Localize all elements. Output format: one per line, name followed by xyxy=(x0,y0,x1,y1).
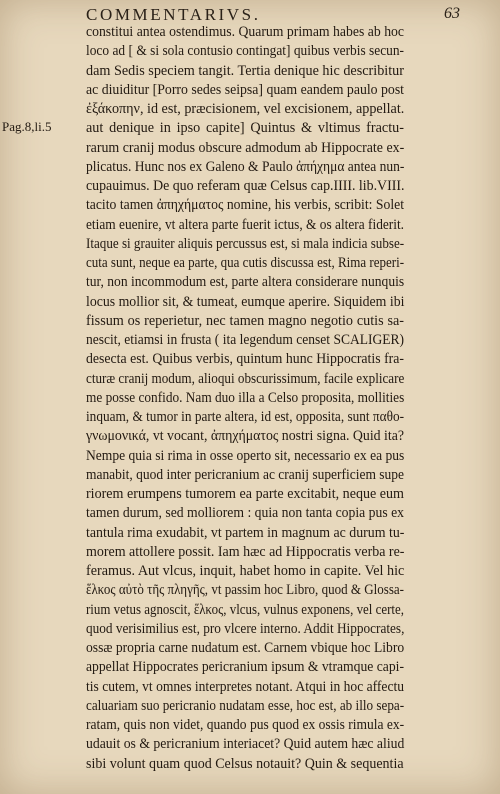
text-line: caluariam suo pericranio nudatam esse, hoc est, ab illo sepa- xyxy=(86,697,405,714)
text-line: tamen durum, sed molliorem : quia non tanta copia pus ex xyxy=(86,505,404,522)
text-line: tur, non incommodum est, parte altera considerare nunquis xyxy=(86,274,405,291)
text-line: cupauimus. De quo referam quæ Celsus cap.IIII. lib.VIII. xyxy=(86,178,405,194)
text-line: etiam euenire, vt altera parte fuerit ictus, & os altera fiderit. xyxy=(86,216,404,233)
text-line: udauit os & pericranium interiacet? Quid autem hæc aliud xyxy=(86,736,405,753)
text-line: cturæ cranij modum, alioqui obscurissimum, facile explicare xyxy=(86,370,405,387)
text-line: morem attollere possit. Iam hæc ad Hippocratis verba re- xyxy=(86,543,405,560)
text-line: riorem erumpens tumorem ea parte excitabit, neque eum xyxy=(86,486,404,502)
running-head: COMMENTARIVS. xyxy=(86,5,261,24)
text-line: inquam, & tumor in parte altera, id est, opposita, sunt παθο- xyxy=(86,409,404,425)
text-line: desecta est. Quibus verbis, quintum hunc Hippocratis fra- xyxy=(86,351,404,368)
text-line: ossæ propria carne nudatum est. Carnem vbique hoc Libro xyxy=(86,640,405,656)
text-line: quod verisimilius est, pro vlcere interno. Addit Hippocrates, xyxy=(86,620,405,637)
text-line: nescit, etiamsi in frusta ( ita legendum censet SCALIGER) xyxy=(86,332,404,348)
text-line: cuta sunt, neque ea parte, qua cutis discussa est, Rima reperi- xyxy=(86,255,405,271)
text-line: dam Sedis speciem tangit. Tertia denique hic describitur xyxy=(86,62,404,79)
margin-reference: Pag.8,li.5 xyxy=(2,119,52,134)
text-line: ἕλκος αὐτὸ τῆς πληγῆς, vt passim hoc Libro, quod & Glossa- xyxy=(86,582,404,599)
text-line: appellat Hippocrates pericranium ipsum & vtramque capi- xyxy=(86,659,404,676)
page-number: 63 xyxy=(444,5,460,22)
text-line: plicatus. Hunc nos ex Galeno & Paulo ἀπήχημα antea nun- xyxy=(86,158,405,175)
text-line: loco ad [ & si sola contusio contingat] quibus verbis secun- xyxy=(86,43,404,60)
text-line: fissum os reperietur, nec tamen magno negotio cutis sa- xyxy=(86,312,404,329)
text-line: tacito tamen ἀπηχήματος nomine, his verbis, scribit: Solet xyxy=(86,197,404,214)
text-line: ἐξάκοπην, id est, præcisionem, vel excisionem, appellat. xyxy=(86,101,405,117)
body-text xyxy=(86,23,404,774)
text-line: rarum cranij modus obscure admodum ab Hippocrate ex- xyxy=(86,139,405,156)
text-line: Nempe quia si rima in osse operto sit, necessario ex ea pus xyxy=(86,447,405,464)
text-line: feramus. Aut vlcus, inquit, habet homo in capite. Vel hic xyxy=(86,563,405,579)
text-line: manabit, quod inter pericranium ac cranij superficiem supe xyxy=(86,466,404,483)
text-line: γνωμονικά, vt vocant, ἀπηχήματος nostri signa. Quid ita? xyxy=(86,428,405,445)
text-line: ac diuiditur [Porro sedes seipsa] quam eandem paulo post xyxy=(86,81,405,98)
text-line: ratam, quis non videt, quando pus quod ex ossis rimula ex- xyxy=(86,717,405,733)
text-line: rium vetus agnoscit, ἕλκος, vlcus, vulnus exponens, vel certe, xyxy=(86,601,404,618)
page-header xyxy=(86,5,460,25)
text-line: me posse confido. Nam duo illa a Celso proposita, mollities xyxy=(86,389,405,406)
text-line: Itaque si grauiter aliquis percussus est, si mala indicia subse- xyxy=(86,235,405,252)
text-line: locus mollior sit, & tumeat, eumque aperire. Siquidem ibi xyxy=(86,293,405,310)
text-line: aut denique in ipso capite] Quintus & vltimus fractu- xyxy=(86,120,404,137)
text-line: tantula rima exudabit, vt partem in magnum ac durum tu- xyxy=(86,524,405,541)
text-line: sibi volunt quam quod Celsus notauit? Quin & sequentia xyxy=(86,755,404,772)
text-line: constitui antea ostendimus. Quarum primam habes ab hoc xyxy=(86,24,404,40)
text-line: tis cutem, vt omnes interpretes notant. Atqui in hoc affectu xyxy=(86,678,404,695)
